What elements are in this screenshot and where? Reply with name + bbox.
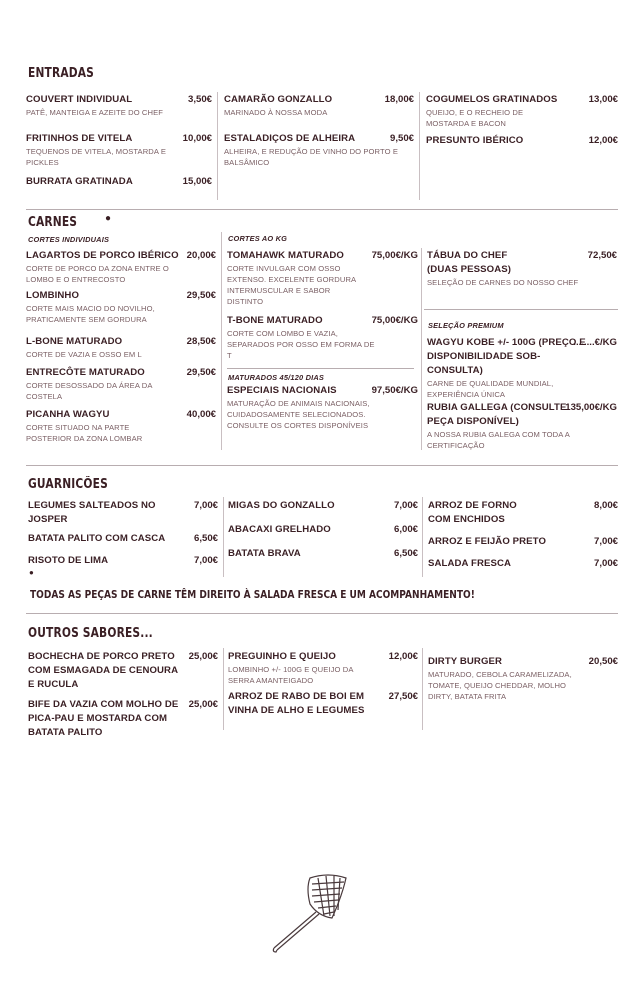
item-name: DIRTY BURGER (428, 656, 503, 667)
item-price: 13,00€ (588, 94, 618, 105)
item-price: ........€/KG (573, 337, 617, 348)
menu-item (26, 366, 216, 402)
column-divider (421, 248, 422, 450)
item-price: 27,50€ (388, 691, 418, 702)
item-price: 15,00€ (182, 176, 212, 187)
item-desc: CORTE COM LOMBO E VAZIA, SEPARADOS POR OSSO EM FORMA DE T (227, 329, 375, 360)
column-divider (217, 92, 218, 200)
item-name: PREGUINHO E QUEIJO (228, 651, 336, 662)
section-title-guarnicoes: GUARNICÕES (28, 477, 108, 492)
menu-item (228, 650, 418, 686)
item-name: TÁBUA DO CHEF (DUAS PESSOAS) (427, 250, 512, 275)
item-desc: MARINADO À NOSSA MODA (224, 108, 328, 117)
item-desc: CORTE SITUADO NA PARTE POSTERIOR DA ZONA LOMBAR (26, 423, 143, 443)
item-desc: CARNE DE QUALIDADE MUNDIAL, EXPERIÊNCIA ÚNICA (427, 379, 554, 399)
item-name: BATATA BRAVA (228, 548, 301, 559)
section-title-carnes: CARNES (28, 215, 78, 230)
item-price: 75,00€/KG (371, 315, 418, 326)
menu-item (28, 698, 218, 740)
item-price: 6,50€ (193, 533, 218, 544)
item-price: 135,00€/KG (565, 402, 617, 413)
column-divider (221, 232, 222, 450)
item-desc: ALHEIRA, E REDUÇÃO DE VINHO DO PORTO E BALSÂMICO (224, 147, 398, 167)
item-price: 7,00€ (593, 558, 618, 569)
item-desc: SELEÇÃO DE CARNES DO NOSSO CHEF (427, 278, 579, 287)
subhead-selecao-premium: SELEÇÃO PREMIUM (428, 321, 504, 330)
menu-item (26, 93, 212, 118)
item-price: 20,00€ (186, 250, 216, 261)
item-price: 75,00€/KG (371, 250, 418, 261)
item-name: ARROZ E FEIJÃO PRETO (428, 536, 547, 547)
menu-item (426, 134, 618, 148)
item-name: ESTALADIÇOS DE ALHEIRA (224, 133, 356, 144)
item-desc: CORTE INVULGAR COM OSSO EXTENSO. EXCELENTE GORDURA INTERMUSCULAR E SABOR DISTINTO (227, 264, 356, 306)
item-name: COUVERT INDIVIDUAL (26, 94, 133, 105)
item-desc: CORTE MAIS MACIO DO NOVILHO, PRATICAMENTE SEM GORDURA (26, 304, 155, 324)
item-name: COGUMELOS GRATINADOS (426, 94, 558, 105)
item-name: BIFE DA VAZIA COM MOLHO DE PICA-PAU E MOSTARDA COM BATATA PALITO (28, 699, 179, 738)
item-name: ESPECIAIS NACIONAIS (227, 385, 337, 396)
menu-item (227, 384, 418, 431)
item-name: BURRATA GRATINADA (26, 176, 133, 187)
menu-item (26, 175, 212, 189)
menu-item (427, 336, 617, 400)
item-desc: LOMBINHO +/- 100G E QUEIJO DA SERRA AMANTEIGADO (228, 665, 354, 685)
item-desc: QUEIJO, E O RECHEIO DE MOSTARDA E BACON (426, 108, 524, 128)
item-price: 7,00€ (393, 500, 418, 511)
item-name: SALADA FRESCA (428, 558, 512, 569)
column-divider (422, 497, 423, 577)
item-price: 20,50€ (588, 656, 618, 667)
menu-item (26, 132, 212, 168)
item-name: MIGAS DO GONZALLO (228, 500, 335, 511)
menu-item (28, 499, 218, 527)
item-desc: PATÊ, MANTEIGA E AZEITE DO CHEF (26, 108, 163, 117)
menu-item (228, 499, 418, 513)
item-desc: MATURADO, CEBOLA CARAMELIZADA, TOMATE, QUEIJO CHEDDAR, MOLHO DIRTY, BATATA FRITA (428, 670, 572, 701)
item-name: ARROZ DE RABO DE BOI EM VINHA DE ALHO E LEGUMES (228, 691, 365, 716)
item-price: 29,50€ (186, 290, 216, 301)
item-price: 25,00€ (188, 699, 218, 710)
item-name: WAGYU KOBE +/- 100G (PREÇO E DISPONIBILIDADE SOB-CONSULTA) (427, 337, 586, 376)
item-name: LOMBINHO (26, 290, 80, 301)
item-name: CAMARÃO GONZALLO (224, 94, 333, 105)
section-title-outros-sabores: OUTROS SABORES... (28, 626, 153, 641)
item-name: ARROZ DE FORNO COM ENCHIDOS (428, 500, 517, 525)
bullet-icon: ● (29, 568, 34, 577)
section-divider (26, 465, 618, 466)
section-title-entradas: ENTRADAS (28, 66, 95, 81)
column-divider (422, 648, 423, 730)
menu-item (427, 249, 617, 288)
menu-item (428, 499, 618, 527)
subhead-cortes-ao-kg: CORTES AO KG (228, 234, 288, 243)
section-divider (26, 613, 618, 614)
menu-item (428, 535, 618, 549)
menu-item (428, 655, 618, 702)
menu-item (26, 289, 216, 325)
subsection-divider (227, 368, 414, 369)
menu-item (227, 249, 418, 307)
item-name: BOCHECHA DE PORCO PRETO COM ESMAGADA DE CENOURA E RUCULA (28, 651, 178, 690)
menu-item (426, 93, 618, 129)
item-price: 25,00€ (188, 651, 218, 662)
item-price: 12,00€ (388, 651, 418, 662)
subsection-divider (424, 309, 618, 310)
item-price: 72,50€ (587, 250, 617, 261)
item-name: LEGUMES SALTEADOS NO JOSPER (28, 500, 156, 525)
menu-item (228, 690, 418, 718)
item-price: 12,00€ (588, 135, 618, 146)
item-price: 3,50€ (187, 94, 212, 105)
column-divider (223, 497, 224, 577)
item-desc: TEQUENOS DE VITELA, MOSTARDA E PICKLES (26, 147, 166, 167)
item-price: 6,00€ (393, 524, 418, 535)
item-price: 40,00€ (186, 409, 216, 420)
item-price: 18,00€ (384, 94, 414, 105)
item-desc: CORTE DE PORCO DA ZONA ENTRE O LOMBO E O ENTRECOSTO (26, 264, 169, 284)
item-desc: CORTE DE VAZIA E OSSO EM L (26, 350, 142, 359)
section-divider (26, 209, 618, 210)
item-price: 9,50€ (389, 133, 414, 144)
item-name: RISOTO DE LIMA (28, 555, 109, 566)
menu-item (26, 408, 216, 444)
item-name: TOMAHAWK MATURADO (227, 250, 344, 261)
menu-item (224, 132, 414, 168)
column-divider (419, 92, 420, 200)
item-price: 10,00€ (182, 133, 212, 144)
item-desc: A NOSSA RUBIA GALEGA COM TODA A CERTIFICAÇÃO (427, 430, 570, 450)
item-name: ENTRECÔTE MATURADO (26, 367, 145, 378)
item-name: ABACAXI GRELHADO (228, 524, 331, 535)
item-name: RUBIA GALLEGA (CONSULTE PEÇA DISPONÍVEL) (427, 402, 567, 427)
item-price: 7,00€ (593, 536, 618, 547)
item-price: 29,50€ (186, 367, 216, 378)
menu-item (228, 523, 418, 537)
bullet-icon: ● (105, 213, 112, 224)
menu-item (427, 401, 617, 451)
menu-item (28, 532, 218, 546)
menu-item (224, 93, 414, 118)
item-desc: CORTE DESOSSADO DA ÁREA DA COSTELA (26, 381, 153, 401)
item-name: PICANHA WAGYU (26, 409, 110, 420)
item-name: L-BONE MATURADO (26, 336, 123, 347)
item-price: 28,50€ (186, 336, 216, 347)
item-price: 97,50€/KG (371, 385, 418, 396)
item-price: 7,00€ (193, 555, 218, 566)
item-name: BATATA PALITO COM CASCA (28, 533, 166, 544)
item-price: 6,50€ (393, 548, 418, 559)
item-name: LAGARTOS DE PORCO IBÉRICO (26, 250, 179, 261)
subhead-cortes-individuais: CORTES INDIVIDUAIS (28, 235, 110, 244)
item-price: 8,00€ (593, 500, 618, 511)
menu-item (26, 335, 216, 360)
item-desc: MATURAÇÃO DE ANIMAIS NACIONAIS, CUIDADOSAMENTE SELECIONADOS. CONSULTE OS CORTES DISPONÍVEIS (227, 399, 370, 430)
column-divider (223, 648, 224, 730)
item-price: 7,00€ (193, 500, 218, 511)
subhead-maturados: MATURADOS 45/120 DIAS (228, 373, 325, 382)
menu-item (28, 650, 218, 692)
tennis-racket-icon (266, 870, 356, 955)
item-name: PRESUNTO IBÉRICO (426, 135, 524, 146)
menu-item (227, 314, 418, 361)
menu-item (428, 557, 618, 571)
item-name: T-BONE MATURADO (227, 315, 323, 326)
item-name: FRITINHOS DE VITELA (26, 133, 133, 144)
menu-item (228, 547, 418, 561)
menu-item (28, 554, 218, 568)
menu-item (26, 249, 216, 285)
accompaniment-note: TODAS AS PEÇAS DE CARNE TÊM DIREITO À SALADA FRESCA E UM ACOMPANHAMENTO! (30, 589, 475, 601)
